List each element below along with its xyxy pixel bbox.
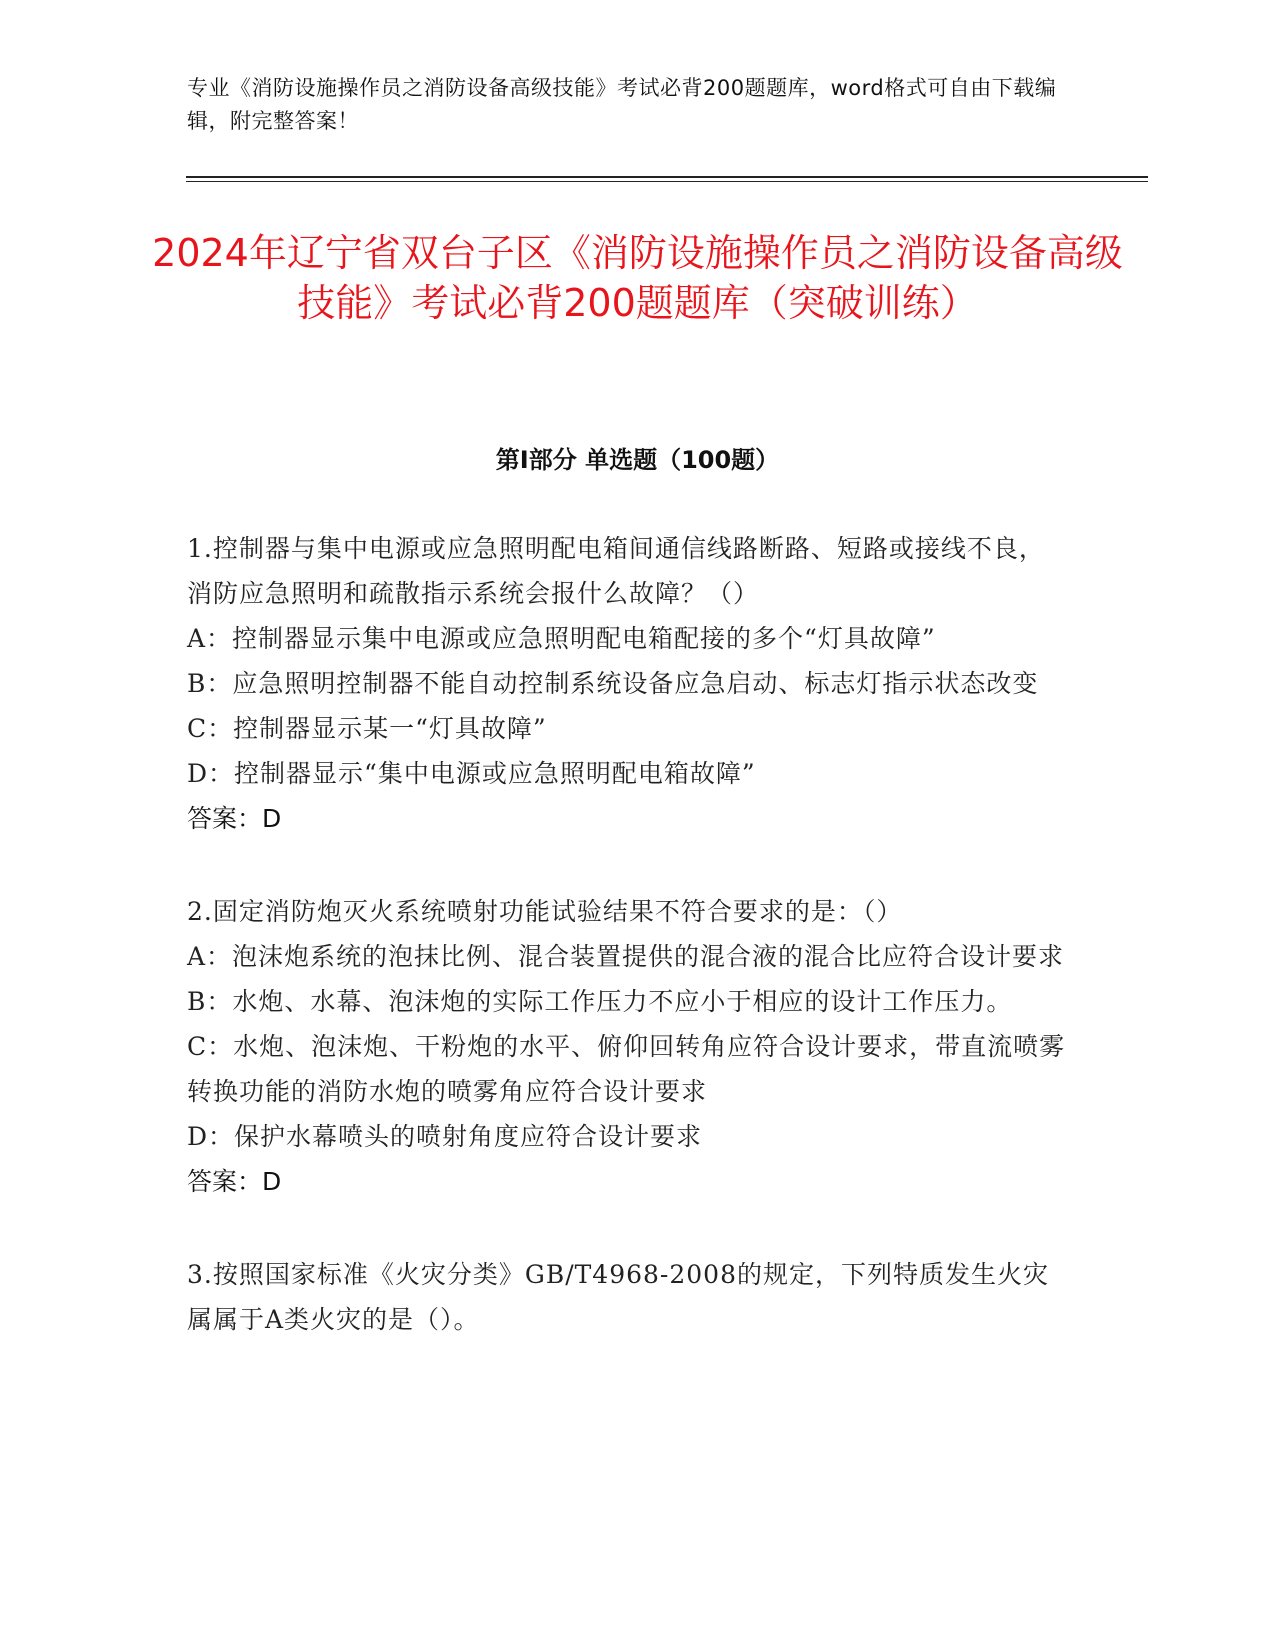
option-b: B：应急照明控制器不能自动控制系统设备应急启动、标志灯指示状态改变 — [187, 669, 1039, 698]
question-list — [187, 526, 1067, 1390]
document-title: 2024年辽宁省双台子区《消防设施操作员之消防设备高级技能》考试必背200题题库（突破训练） — [152, 231, 1123, 325]
option-c: C：控制器显示某一“灯具故障” — [187, 714, 547, 743]
header-note: 专业《消防设施操作员之消防设备高级技能》考试必背200题题库，word格式可自由下载编辑，附完整答案！ — [187, 76, 1057, 133]
option-d: D：保护水幕喷头的喷射角度应符合设计要求 — [187, 1122, 703, 1151]
header-rule-thick — [186, 176, 1148, 178]
option-c: C：水炮、泡沫炮、干粉炮的水平、俯仰回转角应符合设计要求，带直流喷雾转换功能的消防水炮的喷雾角应符合设计要求 — [187, 1032, 1066, 1106]
option-b: B：水炮、水幕、泡沫炮的实际工作压力不应小于相应的设计工作压力。 — [187, 987, 1013, 1016]
answer-line: 答案：D — [187, 804, 282, 833]
question-3 — [187, 1252, 1067, 1342]
question-stem: 1.控制器与集中电源或应急照明配电箱间通信线路断路、短路或接线不良，消防应急照明和疏散指示系统会报什么故障？（） — [187, 534, 1045, 608]
question-stem: 3.按照国家标准《火灾分类》GB/T4968-2008的规定，下列特质发生火灾属属于A类火灾的是（）。 — [187, 1260, 1049, 1334]
question-stem: 2.固定消防炮灭火系统喷射功能试验结果不符合要求的是：（） — [187, 897, 903, 926]
option-d: D：控制器显示“集中电源或应急照明配电箱故障” — [187, 759, 756, 788]
option-a: A：控制器显示集中电源或应急照明配电箱配接的多个“灯具故障” — [187, 624, 936, 653]
question-2 — [187, 889, 1067, 1204]
option-a: A：泡沫炮系统的泡抹比例、混合装置提供的混合液的混合比应符合设计要求 — [187, 942, 1065, 971]
header-rule-thin — [186, 181, 1148, 182]
question-1 — [187, 526, 1067, 841]
section-heading: 第I部分 单选题（100题） — [495, 446, 780, 474]
answer-line: 答案：D — [187, 1167, 282, 1196]
